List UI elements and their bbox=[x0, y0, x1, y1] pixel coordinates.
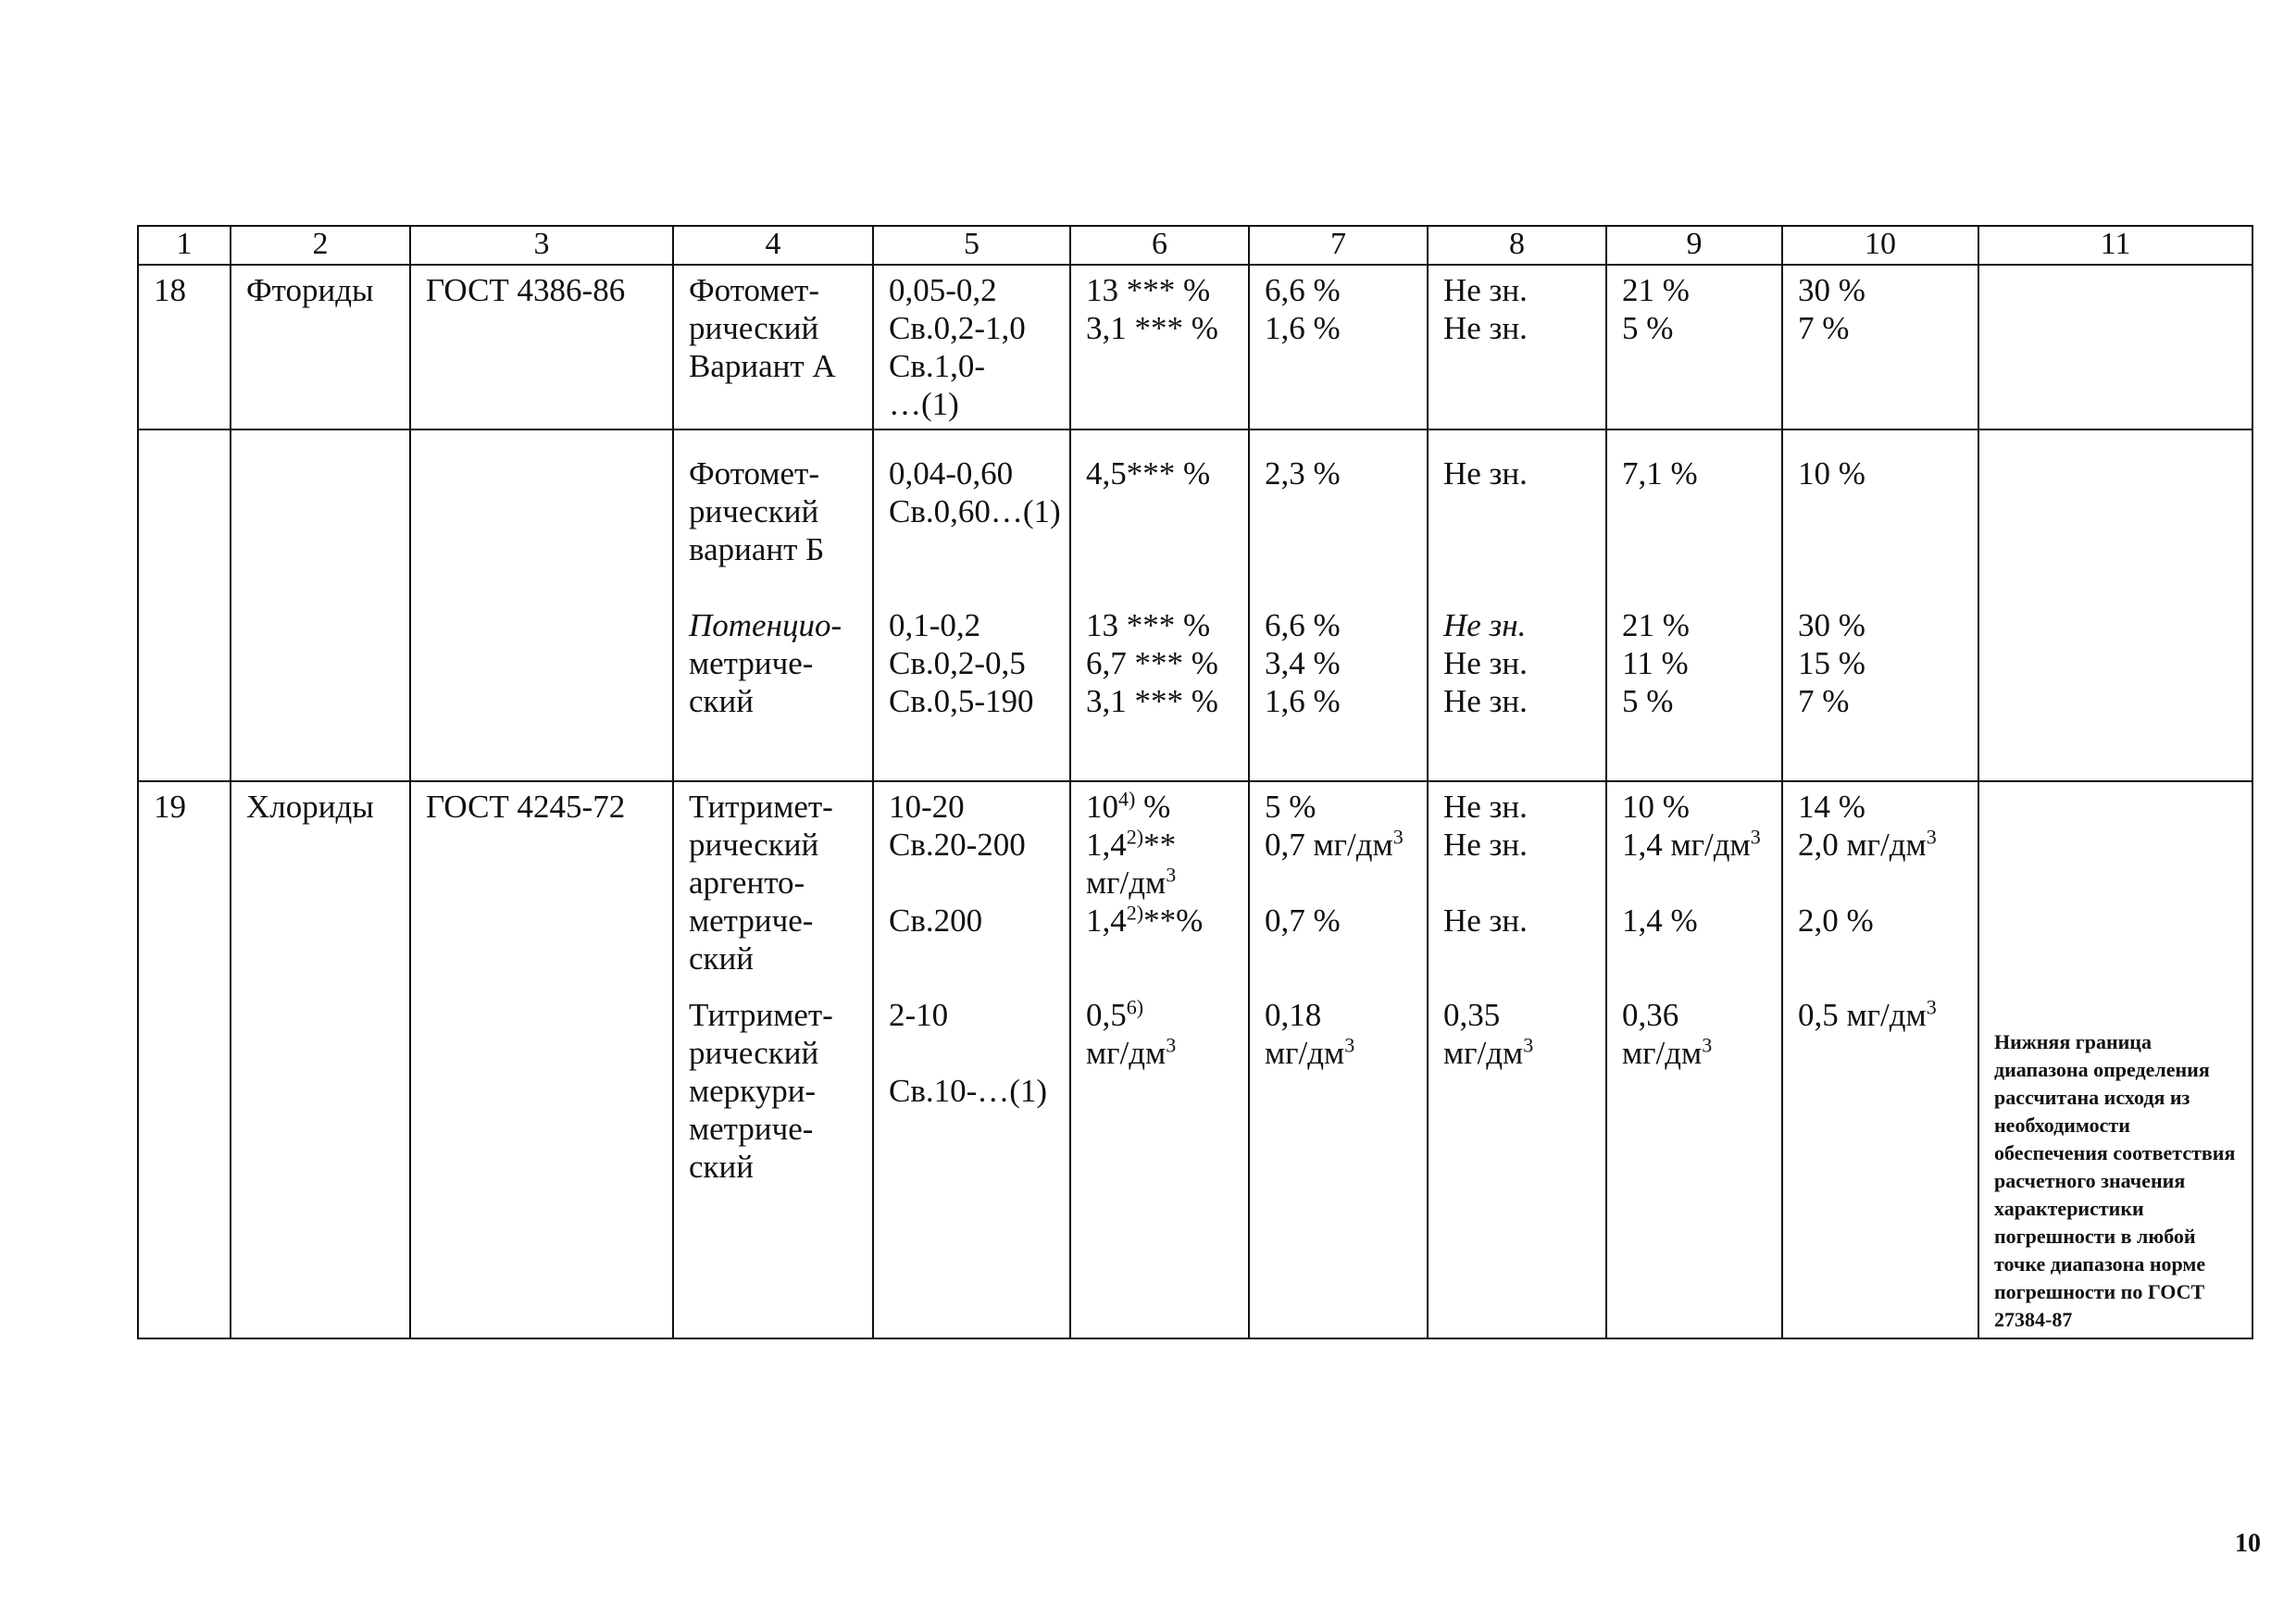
value-line: $мг/дм^3$ bbox=[1622, 1033, 1713, 1071]
method-line: рический bbox=[689, 1035, 819, 1071]
note-cell bbox=[1978, 265, 2252, 429]
table-row bbox=[138, 429, 2252, 781]
header-cell: 11 bbox=[1978, 226, 2252, 265]
indicator-name: Фториды bbox=[231, 265, 410, 429]
value-line: $мг/дм^3$ bbox=[1086, 1033, 1177, 1071]
method-line: рический bbox=[689, 310, 819, 346]
value-line: 0,36 bbox=[1622, 997, 1679, 1033]
value-line: 21 % bbox=[1622, 607, 1690, 643]
value-line: 1,4 % bbox=[1622, 902, 1698, 939]
value-line: 0,18 bbox=[1265, 997, 1322, 1033]
value-line: 0,35 bbox=[1443, 997, 1501, 1033]
value-line: 10 % bbox=[1622, 789, 1690, 825]
indicator-name: Хлориды bbox=[231, 781, 410, 1338]
table-row bbox=[138, 781, 2252, 1338]
header-cell: 5 bbox=[873, 226, 1070, 265]
method-line: ский bbox=[689, 683, 754, 719]
value-line: $мг/дм^3$ bbox=[1265, 1033, 1355, 1071]
col10-cell bbox=[1782, 781, 1978, 1338]
value-line: 30 % bbox=[1798, 607, 1866, 643]
method-cell bbox=[673, 429, 873, 781]
header-cell: 4 bbox=[673, 226, 873, 265]
value-line: 30 % bbox=[1798, 272, 1866, 308]
value-line: 6,6 % bbox=[1265, 607, 1341, 643]
method-line: аргенто- bbox=[689, 865, 805, 901]
method-line: вариант Б bbox=[689, 531, 825, 567]
value-line: 5 % bbox=[1622, 310, 1674, 346]
col9-cell bbox=[1606, 265, 1782, 429]
value-line: 0,5$^{6)}$ bbox=[1086, 995, 1144, 1033]
col7-cell bbox=[1249, 781, 1428, 1338]
value-line: Не зн. bbox=[1443, 607, 1527, 643]
value-line: 21 % bbox=[1622, 272, 1690, 308]
value-line: 10 % bbox=[1798, 455, 1866, 492]
value-line: Не зн. bbox=[1443, 310, 1528, 346]
method-line: рический bbox=[689, 493, 819, 529]
method-line: Потенцио- bbox=[689, 607, 842, 643]
col7-cell bbox=[1249, 265, 1428, 429]
value-line: $мг/дм^3$ bbox=[1086, 863, 1177, 901]
value-line: $мг/дм^3$ bbox=[1443, 1033, 1534, 1071]
col6-cell bbox=[1070, 265, 1249, 429]
method-line: Вариант А bbox=[689, 348, 836, 384]
col9-cell bbox=[1606, 781, 1782, 1338]
value-line: 11 % bbox=[1622, 645, 1689, 681]
standard-ref bbox=[410, 429, 673, 781]
range-line: Св.0,2-1,0 bbox=[889, 310, 1026, 346]
value-line: 6,7 *** % bbox=[1086, 645, 1218, 681]
row-number: 19 bbox=[138, 781, 231, 1338]
range-line: 0,1-0,2 bbox=[889, 607, 981, 643]
value-line: 3,1 *** % bbox=[1086, 683, 1218, 719]
value-line: 2,0 % bbox=[1798, 902, 1874, 939]
method-line: Фотомет- bbox=[689, 455, 819, 492]
range-line: 10-20 bbox=[889, 789, 965, 825]
value-line: 5 % bbox=[1265, 789, 1316, 825]
value-line: 4,5*** % bbox=[1086, 455, 1211, 492]
col9-cell bbox=[1606, 429, 1782, 781]
method-line: метриче- bbox=[689, 1111, 814, 1147]
range-line: Св.0,60…(1) bbox=[889, 493, 1061, 529]
col10-cell bbox=[1782, 265, 1978, 429]
value-line: Не зн. bbox=[1443, 455, 1528, 492]
range-line: Св.0,5-190 bbox=[889, 683, 1034, 719]
method-cell bbox=[673, 781, 873, 1338]
range-line: Св.20-200 bbox=[889, 827, 1026, 863]
value-line: 1,6 % bbox=[1265, 683, 1341, 719]
range-line: …(1) bbox=[889, 386, 959, 422]
value-line: 0,5 $мг/дм^3$ bbox=[1798, 995, 1937, 1033]
method-line: рический bbox=[689, 827, 819, 863]
method-line: Титримет- bbox=[689, 789, 833, 825]
header-cell: 2 bbox=[231, 226, 410, 265]
value-line: Не зн. bbox=[1443, 827, 1528, 863]
range-cell bbox=[873, 781, 1070, 1338]
value-line: 7 % bbox=[1798, 683, 1850, 719]
col6-cell bbox=[1070, 781, 1249, 1338]
value-line: 1,4$^{2)}$** bbox=[1086, 825, 1177, 863]
value-line: 2,3 % bbox=[1265, 455, 1341, 492]
method-line: меркури- bbox=[689, 1073, 817, 1109]
value-line: 5 % bbox=[1622, 683, 1674, 719]
header-cell: 3 bbox=[410, 226, 673, 265]
note-cell bbox=[1978, 781, 2252, 1338]
range-line: 0,05-0,2 bbox=[889, 272, 997, 308]
value-line: Не зн. bbox=[1443, 272, 1528, 308]
value-line: Не зн. bbox=[1443, 902, 1528, 939]
row-number: 18 bbox=[138, 265, 231, 429]
data-table bbox=[137, 225, 2253, 1339]
col10-cell bbox=[1782, 429, 1978, 781]
range-line: 0,04-0,60 bbox=[889, 455, 1014, 492]
range-cell bbox=[873, 429, 1070, 781]
range-line: 2-10 bbox=[889, 997, 949, 1033]
note-cell bbox=[1978, 429, 2252, 781]
header-cell: 10 bbox=[1782, 226, 1978, 265]
indicator-name bbox=[231, 429, 410, 781]
standard-ref: ГОСТ 4245-72 bbox=[410, 781, 673, 1338]
header-cell: 6 bbox=[1070, 226, 1249, 265]
value-line: 13 *** % bbox=[1086, 272, 1211, 308]
header-cell: 9 bbox=[1606, 226, 1782, 265]
value-line: Не зн. bbox=[1443, 645, 1528, 681]
method-line: ский bbox=[689, 940, 754, 977]
value-line: 1,6 % bbox=[1265, 310, 1341, 346]
method-line: ский bbox=[689, 1149, 754, 1185]
page-number: 10 bbox=[2235, 1529, 2261, 1558]
method-line: метриче- bbox=[689, 902, 814, 939]
value-line: 7,1 % bbox=[1622, 455, 1698, 492]
range-line: Св.0,2-0,5 bbox=[889, 645, 1026, 681]
value-line: 1,4 $мг/дм^3$ bbox=[1622, 825, 1761, 863]
method-line: Титримет- bbox=[689, 997, 833, 1033]
value-line: 6,6 % bbox=[1265, 272, 1341, 308]
range-line: Св.10-…(1) bbox=[889, 1073, 1048, 1109]
method-line: Фотомет- bbox=[689, 272, 819, 308]
value-line: 7 % bbox=[1798, 310, 1850, 346]
value-line: 3,4 % bbox=[1265, 645, 1341, 681]
range-cell bbox=[873, 265, 1070, 429]
value-line: 15 % bbox=[1798, 645, 1866, 681]
value-line: 1,4$^{2)}$**% bbox=[1086, 901, 1204, 939]
value-line: 3,1 *** % bbox=[1086, 310, 1218, 346]
header-cell: 8 bbox=[1428, 226, 1606, 265]
standard-ref: ГОСТ 4386-86 bbox=[410, 265, 673, 429]
col7-cell bbox=[1249, 429, 1428, 781]
col8-cell bbox=[1428, 781, 1606, 1338]
value-line: Не зн. bbox=[1443, 683, 1528, 719]
value-line: 10$^{4)}$ % bbox=[1086, 787, 1171, 825]
row-number bbox=[138, 429, 231, 781]
table-row bbox=[138, 265, 2252, 429]
range-line: Св.200 bbox=[889, 902, 983, 939]
footnote-text: Нижняя граница диапазона определения рассчитана исходя из необходимости обеспечения соответствия расчетного значения характеристики погрешности в любой точке диапазона норме погрешности по ГОСТ 27384-87 bbox=[1994, 1030, 2236, 1331]
header-cell: 1 bbox=[138, 226, 231, 265]
col6-cell bbox=[1070, 429, 1249, 781]
col8-cell bbox=[1428, 265, 1606, 429]
value-line: 14 % bbox=[1798, 789, 1866, 825]
header-row bbox=[138, 226, 2252, 265]
value-line: 0,7 $мг/дм^3$ bbox=[1265, 825, 1404, 863]
value-line: 0,7 % bbox=[1265, 902, 1341, 939]
method-line: метриче- bbox=[689, 645, 814, 681]
value-line: Не зн. bbox=[1443, 789, 1528, 825]
header-cell: 7 bbox=[1249, 226, 1428, 265]
range-line: Св.1,0- bbox=[889, 348, 986, 384]
method-cell bbox=[673, 265, 873, 429]
col8-cell bbox=[1428, 429, 1606, 781]
value-line: 2,0 $мг/дм^3$ bbox=[1798, 825, 1937, 863]
value-line: 13 *** % bbox=[1086, 607, 1211, 643]
